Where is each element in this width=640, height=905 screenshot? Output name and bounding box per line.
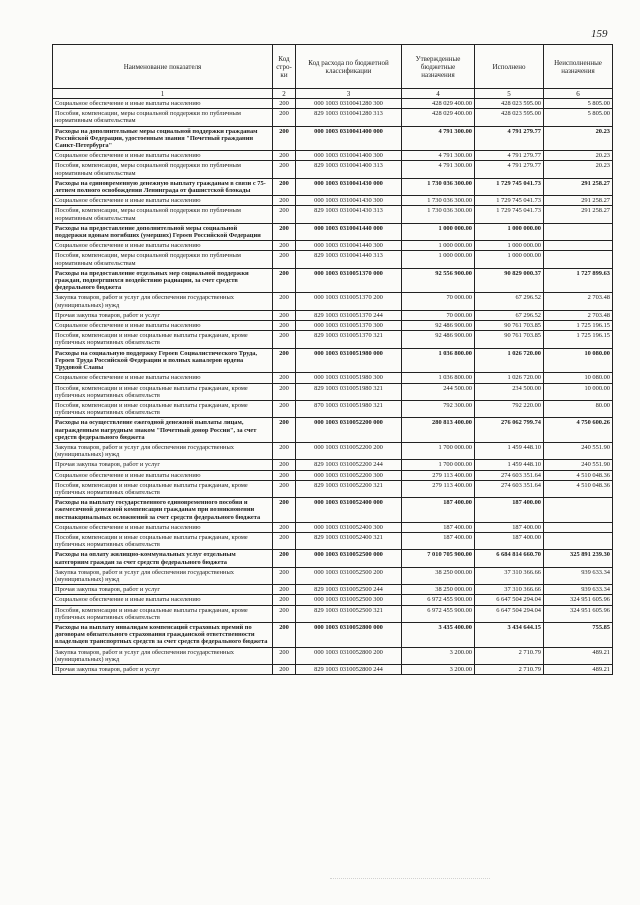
- row-class-code: 000 1003 0310052500 300: [296, 595, 402, 605]
- row-line-code: 200: [273, 585, 296, 595]
- row-name: Расходы на предоставление дополнительной меры социальной поддержки вдовам погибших (умерших) Героев Российской Федерации: [53, 223, 273, 240]
- header-unexecuted: Неисполненные назначения: [544, 45, 613, 89]
- row-executed: 234 500.00: [475, 383, 544, 400]
- row-approved: 70 000.00: [402, 310, 475, 320]
- row-class-code: 000 1003 0310041440 000: [296, 223, 402, 240]
- table-row: [53, 109, 613, 126]
- row-executed: 187 400.00: [475, 522, 544, 532]
- row-executed: 37 310 366.66: [475, 567, 544, 584]
- row-approved: 3 435 400.00: [402, 622, 475, 647]
- column-number: 3: [296, 89, 402, 99]
- row-unexecuted: 291 258.27: [544, 178, 613, 195]
- row-name: Пособия, компенсации, меры социальной поддержки по публичным нормативным обязательствам: [53, 109, 273, 126]
- row-approved: 3 200.00: [402, 665, 475, 675]
- table-body: [53, 99, 613, 675]
- row-line-code: 200: [273, 605, 296, 622]
- table-row: [53, 268, 613, 293]
- row-unexecuted: 5 805.00: [544, 99, 613, 109]
- row-approved: 187 400.00: [402, 522, 475, 532]
- row-line-code: 200: [273, 348, 296, 373]
- row-class-code: 000 1003 0310052400 300: [296, 522, 402, 532]
- table-row: [53, 480, 613, 497]
- row-class-code: 829 1003 0310052800 244: [296, 665, 402, 675]
- row-unexecuted: 4 510 048.36: [544, 470, 613, 480]
- row-class-code: 000 1003 0310051370 300: [296, 321, 402, 331]
- table-row: [53, 321, 613, 331]
- row-line-code: 200: [273, 480, 296, 497]
- table-row: [53, 151, 613, 161]
- table-row: [53, 196, 613, 206]
- row-line-code: 200: [273, 223, 296, 240]
- row-unexecuted: 4 750 600.26: [544, 418, 613, 443]
- row-line-code: 200: [273, 470, 296, 480]
- row-name: Пособия, компенсации и иные социальные выплаты гражданам, кроме публичных нормативных обязательств: [53, 532, 273, 549]
- row-approved: 187 400.00: [402, 532, 475, 549]
- row-unexecuted: 1 725 196.15: [544, 331, 613, 348]
- table-row: [53, 442, 613, 459]
- row-name: Прочая закупка товаров, работ и услуг: [53, 665, 273, 675]
- table-row: [53, 373, 613, 383]
- row-executed: 90 761 703.85: [475, 321, 544, 331]
- row-approved: 38 250 000.00: [402, 567, 475, 584]
- row-approved: 792 300.00: [402, 400, 475, 417]
- row-line-code: 200: [273, 251, 296, 268]
- row-unexecuted: [544, 522, 613, 532]
- row-line-code: 200: [273, 442, 296, 459]
- row-class-code: 000 1003 0310041430 000: [296, 178, 402, 195]
- row-line-code: 200: [273, 622, 296, 647]
- row-name: Расходы на дополнительные меры социальной поддержки гражданам Российской Федерации, удостоенным звания "Почетный гражданин Санкт-Петербурга": [53, 126, 273, 151]
- row-class-code: 000 1003 0310041400 300: [296, 151, 402, 161]
- row-name: Расходы на выплату инвалидам компенсаций страховых премий по договорам обязательного страхования гражданской ответственности владельцев транспортных средств за счет средств федерального бюджета: [53, 622, 273, 647]
- row-class-code: 870 1003 0310051980 321: [296, 400, 402, 417]
- row-approved: 3 200.00: [402, 647, 475, 664]
- table-row: [53, 567, 613, 584]
- table-row: [53, 470, 613, 480]
- row-executed: 2 710.79: [475, 647, 544, 664]
- row-executed: 1 000 000.00: [475, 251, 544, 268]
- row-approved: 92 556 900.00: [402, 268, 475, 293]
- row-unexecuted: 755.85: [544, 622, 613, 647]
- row-class-code: 000 1003 0310052800 000: [296, 622, 402, 647]
- row-line-code: 200: [273, 647, 296, 664]
- row-name: Социальное обеспечение и иные выплаты населению: [53, 99, 273, 109]
- row-name: Социальное обеспечение и иные выплаты населению: [53, 522, 273, 532]
- row-name: Расходы на социальную поддержку Героев Социалистического Труда, Героев Труда Российской Федерации и полных кавалеров ордена Трудовой Славы: [53, 348, 273, 373]
- row-line-code: 200: [273, 206, 296, 223]
- row-name: Пособия, компенсации и иные социальные выплаты гражданам, кроме публичных нормативных обязательств: [53, 331, 273, 348]
- row-line-code: 200: [273, 109, 296, 126]
- table-row: [53, 595, 613, 605]
- row-name: Социальное обеспечение и иные выплаты населению: [53, 595, 273, 605]
- row-line-code: 200: [273, 196, 296, 206]
- table-row: [53, 331, 613, 348]
- row-name: Расходы на оплату жилищно-коммунальных услуг отдельным категориям граждан за счет средств федерального бюджета: [53, 550, 273, 567]
- row-approved: 6 972 455 900.00: [402, 595, 475, 605]
- row-class-code: 000 1003 0310052800 200: [296, 647, 402, 664]
- row-executed: 276 062 799.74: [475, 418, 544, 443]
- row-line-code: 200: [273, 161, 296, 178]
- row-line-code: 200: [273, 400, 296, 417]
- row-unexecuted: 939 633.34: [544, 567, 613, 584]
- table-row: [53, 99, 613, 109]
- row-executed: 187 400.00: [475, 532, 544, 549]
- table-row: [53, 550, 613, 567]
- header-line-code: Код стро-ки: [273, 45, 296, 89]
- row-executed: 187 400.00: [475, 498, 544, 523]
- row-name: Социальное обеспечение и иные выплаты населению: [53, 321, 273, 331]
- row-executed: 428 023 595.00: [475, 109, 544, 126]
- row-executed: 1 000 000.00: [475, 241, 544, 251]
- row-class-code: 829 1003 0310052500 321: [296, 605, 402, 622]
- row-class-code: 829 1003 0310052200 244: [296, 460, 402, 470]
- row-name: Расходы на предоставление отдельных мер социальной поддержки граждан, подвергшихся воздействию радиации, за счет средств федерального бюджета: [53, 268, 273, 293]
- row-class-code: 000 1003 0310051370 200: [296, 293, 402, 310]
- table-row: [53, 161, 613, 178]
- row-name: Закупка товаров, работ и услуг для обеспечения государственных (муниципальных) нужд: [53, 647, 273, 664]
- row-name: Прочая закупка товаров, работ и услуг: [53, 585, 273, 595]
- budget-execution-table: [52, 44, 613, 675]
- row-approved: 1 000 000.00: [402, 251, 475, 268]
- row-name: Пособия, компенсации, меры социальной поддержки по публичным нормативным обязательствам: [53, 206, 273, 223]
- row-name: Пособия, компенсации, меры социальной поддержки по публичным нормативным обязательствам: [53, 251, 273, 268]
- row-name: Социальное обеспечение и иные выплаты населению: [53, 196, 273, 206]
- row-name: Закупка товаров, работ и услуг для обеспечения государственных (муниципальных) нужд: [53, 293, 273, 310]
- row-executed: 1 026 720.00: [475, 373, 544, 383]
- row-unexecuted: 20.23: [544, 126, 613, 151]
- row-line-code: 200: [273, 99, 296, 109]
- row-unexecuted: 5 805.00: [544, 109, 613, 126]
- row-approved: 1 700 000.00: [402, 442, 475, 459]
- row-executed: 6 647 504 294.04: [475, 595, 544, 605]
- row-line-code: 200: [273, 567, 296, 584]
- table-row: [53, 498, 613, 523]
- row-line-code: 200: [273, 293, 296, 310]
- row-executed: 1 729 745 041.73: [475, 178, 544, 195]
- table-row: [53, 383, 613, 400]
- row-class-code: 829 1003 0310052400 321: [296, 532, 402, 549]
- row-line-code: 200: [273, 241, 296, 251]
- row-class-code: 829 1003 0310052500 244: [296, 585, 402, 595]
- column-number: 4: [402, 89, 475, 99]
- table-row: [53, 251, 613, 268]
- header-executed: Исполнено: [475, 45, 544, 89]
- row-line-code: 200: [273, 532, 296, 549]
- row-executed: 4 791 279.77: [475, 126, 544, 151]
- page-number: 159: [591, 28, 608, 40]
- row-approved: 92 486 900.00: [402, 321, 475, 331]
- table-row: [53, 223, 613, 240]
- column-number: 5: [475, 89, 544, 99]
- row-line-code: 200: [273, 522, 296, 532]
- row-name: Пособия, компенсации, меры социальной поддержки по публичным нормативным обязательствам: [53, 161, 273, 178]
- row-name: Социальное обеспечение и иные выплаты населению: [53, 373, 273, 383]
- row-unexecuted: 1 727 899.63: [544, 268, 613, 293]
- row-approved: 428 029 400.00: [402, 99, 475, 109]
- row-approved: 4 791 300.00: [402, 151, 475, 161]
- row-executed: 1 459 448.10: [475, 460, 544, 470]
- row-class-code: 829 1003 0310041440 313: [296, 251, 402, 268]
- row-line-code: 200: [273, 665, 296, 675]
- row-name: Социальное обеспечение и иные выплаты населению: [53, 241, 273, 251]
- row-class-code: 000 1003 0310052200 300: [296, 470, 402, 480]
- row-line-code: 200: [273, 383, 296, 400]
- row-approved: 4 791 300.00: [402, 126, 475, 151]
- row-class-code: 829 1003 0310041280 313: [296, 109, 402, 126]
- row-class-code: 000 1003 0310041280 300: [296, 99, 402, 109]
- header-class-code: Код расхода по бюджетной классификации: [296, 45, 402, 89]
- table-row: [53, 241, 613, 251]
- header-name: Наименование показателя: [53, 45, 273, 89]
- table-row: [53, 622, 613, 647]
- row-executed: 1 729 745 041.73: [475, 196, 544, 206]
- row-unexecuted: [544, 223, 613, 240]
- row-unexecuted: 240 551.90: [544, 442, 613, 459]
- row-approved: 38 250 000.00: [402, 585, 475, 595]
- row-class-code: 829 1003 0310052200 321: [296, 480, 402, 497]
- row-unexecuted: 324 951 605.96: [544, 595, 613, 605]
- row-unexecuted: [544, 241, 613, 251]
- row-unexecuted: [544, 532, 613, 549]
- row-unexecuted: 10 080.00: [544, 348, 613, 373]
- row-class-code: 829 1003 0310051370 244: [296, 310, 402, 320]
- table-row: [53, 206, 613, 223]
- row-approved: 1 036 800.00: [402, 373, 475, 383]
- row-executed: 1 459 448.10: [475, 442, 544, 459]
- row-class-code: 000 1003 0310041430 300: [296, 196, 402, 206]
- row-unexecuted: 2 703.48: [544, 293, 613, 310]
- row-executed: 2 710.79: [475, 665, 544, 675]
- row-executed: 67 296.52: [475, 310, 544, 320]
- row-line-code: 200: [273, 151, 296, 161]
- row-line-code: 200: [273, 550, 296, 567]
- table-row: [53, 647, 613, 664]
- row-class-code: 000 1003 0310052200 200: [296, 442, 402, 459]
- row-executed: 1 026 720.00: [475, 348, 544, 373]
- row-approved: 1 730 036 300.00: [402, 178, 475, 195]
- row-name: Пособия, компенсации и иные социальные выплаты гражданам, кроме публичных нормативных обязательств: [53, 400, 273, 417]
- row-class-code: 000 1003 0310041400 000: [296, 126, 402, 151]
- row-class-code: 000 1003 0310052200 000: [296, 418, 402, 443]
- row-executed: 67 296.52: [475, 293, 544, 310]
- row-class-code: 000 1003 0310052500 000: [296, 550, 402, 567]
- row-line-code: 200: [273, 460, 296, 470]
- row-name: Пособия, компенсации и иные социальные выплаты гражданам, кроме публичных нормативных обязательств: [53, 383, 273, 400]
- row-name: Социальное обеспечение и иные выплаты населению: [53, 151, 273, 161]
- table-row: [53, 585, 613, 595]
- row-unexecuted: 324 951 605.96: [544, 605, 613, 622]
- row-name: Социальное обеспечение и иные выплаты населению: [53, 470, 273, 480]
- row-approved: 7 010 705 900.00: [402, 550, 475, 567]
- row-name: Расходы на осуществление ежегодной денежной выплаты лицам, награжденным нагрудным знаком "Почетный донор России", за счет средств федерального бюджета: [53, 418, 273, 443]
- row-approved: 92 486 900.00: [402, 331, 475, 348]
- row-executed: 90 829 000.37: [475, 268, 544, 293]
- row-class-code: 000 1003 0310052400 000: [296, 498, 402, 523]
- row-unexecuted: 20.23: [544, 151, 613, 161]
- row-unexecuted: 10 000.00: [544, 383, 613, 400]
- table-row: [53, 348, 613, 373]
- row-executed: 6 647 504 294.04: [475, 605, 544, 622]
- row-unexecuted: 20.23: [544, 161, 613, 178]
- row-class-code: 000 1003 0310051980 000: [296, 348, 402, 373]
- row-line-code: 200: [273, 310, 296, 320]
- row-line-code: 200: [273, 418, 296, 443]
- row-approved: 279 113 400.00: [402, 470, 475, 480]
- row-unexecuted: 939 633.34: [544, 585, 613, 595]
- row-unexecuted: 291 258.27: [544, 196, 613, 206]
- column-number: 1: [53, 89, 273, 99]
- scan-footer-mark: [330, 872, 490, 879]
- row-class-code: 829 1003 0310041430 313: [296, 206, 402, 223]
- row-executed: 3 434 644.15: [475, 622, 544, 647]
- row-approved: 187 400.00: [402, 498, 475, 523]
- row-approved: 1 000 000.00: [402, 241, 475, 251]
- row-class-code: 000 1003 0310051370 000: [296, 268, 402, 293]
- row-unexecuted: [544, 498, 613, 523]
- row-executed: 4 791 279.77: [475, 161, 544, 178]
- row-approved: 1 036 800.00: [402, 348, 475, 373]
- table-row: [53, 418, 613, 443]
- row-executed: 1 000 000.00: [475, 223, 544, 240]
- row-unexecuted: 1 725 196.15: [544, 321, 613, 331]
- row-executed: 37 310 366.66: [475, 585, 544, 595]
- row-unexecuted: 489.21: [544, 647, 613, 664]
- row-class-code: 000 1003 0310052500 200: [296, 567, 402, 584]
- row-line-code: 200: [273, 331, 296, 348]
- row-executed: 1 729 745 041.73: [475, 206, 544, 223]
- row-name: Закупка товаров, работ и услуг для обеспечения государственных (муниципальных) нужд: [53, 567, 273, 584]
- row-name: Пособия, компенсации и иные социальные выплаты гражданам, кроме публичных нормативных обязательств: [53, 605, 273, 622]
- row-approved: 70 000.00: [402, 293, 475, 310]
- row-class-code: 829 1003 0310051370 321: [296, 331, 402, 348]
- row-approved: 280 813 400.00: [402, 418, 475, 443]
- row-line-code: 200: [273, 126, 296, 151]
- table-row: [53, 293, 613, 310]
- row-executed: 274 603 351.64: [475, 480, 544, 497]
- row-name: Расходы на единовременную денежную выплату гражданам в связи с 75-летием полного освобождения Ленинграда от фашистской блокады: [53, 178, 273, 195]
- table-row: [53, 178, 613, 195]
- table-row: [53, 665, 613, 675]
- column-number: 6: [544, 89, 613, 99]
- row-unexecuted: [544, 251, 613, 268]
- row-name: Прочая закупка товаров, работ и услуг: [53, 310, 273, 320]
- row-name: Прочая закупка товаров, работ и услуг: [53, 460, 273, 470]
- row-approved: 1 730 036 300.00: [402, 206, 475, 223]
- row-executed: 90 761 703.85: [475, 331, 544, 348]
- table-row: [53, 460, 613, 470]
- row-approved: 4 791 300.00: [402, 161, 475, 178]
- row-unexecuted: 240 551.90: [544, 460, 613, 470]
- row-name: Пособия, компенсации и иные социальные выплаты гражданам, кроме публичных нормативных обязательств: [53, 480, 273, 497]
- row-unexecuted: 291 258.27: [544, 206, 613, 223]
- table-row: [53, 310, 613, 320]
- row-unexecuted: 4 510 048.36: [544, 480, 613, 497]
- row-approved: 279 113 400.00: [402, 480, 475, 497]
- row-approved: 1 730 036 300.00: [402, 196, 475, 206]
- row-name: Закупка товаров, работ и услуг для обеспечения государственных (муниципальных) нужд: [53, 442, 273, 459]
- row-class-code: 000 1003 0310041440 300: [296, 241, 402, 251]
- table-row: [53, 126, 613, 151]
- row-unexecuted: 10 080.00: [544, 373, 613, 383]
- table-row: [53, 532, 613, 549]
- row-executed: 274 603 351.64: [475, 470, 544, 480]
- table-row: [53, 522, 613, 532]
- row-line-code: 200: [273, 178, 296, 195]
- row-unexecuted: 2 703.48: [544, 310, 613, 320]
- table-row: [53, 400, 613, 417]
- row-class-code: 000 1003 0310051980 300: [296, 373, 402, 383]
- row-executed: 792 220.00: [475, 400, 544, 417]
- row-class-code: 829 1003 0310041400 313: [296, 161, 402, 178]
- row-approved: 428 029 400.00: [402, 109, 475, 126]
- row-line-code: 200: [273, 321, 296, 331]
- row-approved: 6 972 455 900.00: [402, 605, 475, 622]
- row-class-code: 829 1003 0310051980 321: [296, 383, 402, 400]
- table-row: [53, 605, 613, 622]
- row-executed: 6 684 814 660.70: [475, 550, 544, 567]
- row-executed: 4 791 279.77: [475, 151, 544, 161]
- row-executed: 428 023 595.00: [475, 99, 544, 109]
- row-line-code: 200: [273, 595, 296, 605]
- row-approved: 244 500.00: [402, 383, 475, 400]
- row-line-code: 200: [273, 373, 296, 383]
- row-name: Расходы на выплату государственного единовременного пособия и ежемесячной денежной компенсации гражданам при возникновении поствакцинальных осложнений за счет средств федерального бюджета: [53, 498, 273, 523]
- header-approved: Утвержденные бюджетные назначения: [402, 45, 475, 89]
- row-unexecuted: 325 891 239.30: [544, 550, 613, 567]
- row-approved: 1 700 000.00: [402, 460, 475, 470]
- row-unexecuted: 489.21: [544, 665, 613, 675]
- row-unexecuted: 80.00: [544, 400, 613, 417]
- row-line-code: 200: [273, 498, 296, 523]
- row-line-code: 200: [273, 268, 296, 293]
- column-number: 2: [273, 89, 296, 99]
- row-approved: 1 000 000.00: [402, 223, 475, 240]
